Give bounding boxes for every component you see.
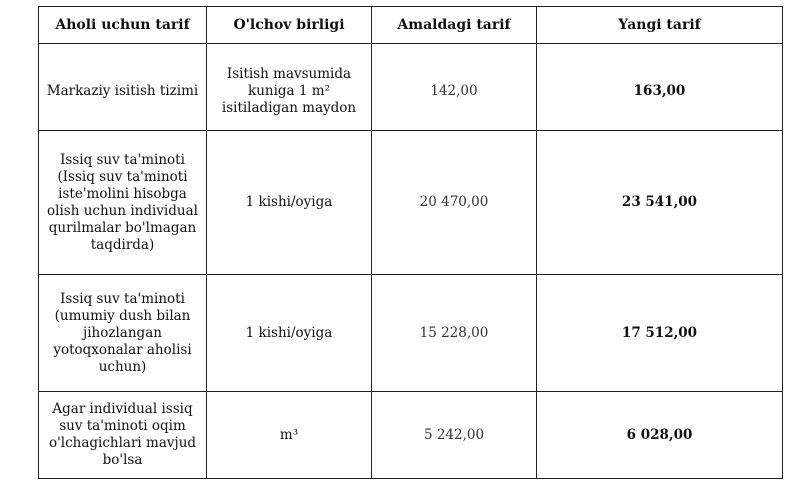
row-current-tariff: 142,00 <box>372 44 537 131</box>
header-population-tariff: Aholi uchun tarif <box>39 7 207 44</box>
table-row <box>39 275 783 392</box>
table-row <box>39 392 783 479</box>
header-current-tariff: Amaldagi tarif <box>372 7 537 44</box>
row-name: Markaziy isitish tizimi <box>39 44 207 131</box>
row-unit: Isitish mavsumida kuniga 1 m² isitiladigan maydon <box>207 44 372 131</box>
row-new-tariff: 163,00 <box>537 44 783 131</box>
table-header-row <box>39 7 783 44</box>
row-name: Agar individual issiq suv ta'minoti oqim o'lchagichlari mavjud bo'lsa <box>39 392 207 479</box>
header-new-tariff: Yangi tarif <box>537 7 783 44</box>
row-current-tariff: 15 228,00 <box>372 275 537 392</box>
row-new-tariff: 23 541,00 <box>537 131 783 275</box>
row-current-tariff: 5 242,00 <box>372 392 537 479</box>
row-new-tariff: 17 512,00 <box>537 275 783 392</box>
table-row <box>39 44 783 131</box>
table-row <box>39 131 783 275</box>
row-unit: 1 kishi/oyiga <box>207 275 372 392</box>
row-current-tariff: 20 470,00 <box>372 131 537 275</box>
row-unit: 1 kishi/oyiga <box>207 131 372 275</box>
row-unit: m³ <box>207 392 372 479</box>
row-new-tariff: 6 028,00 <box>537 392 783 479</box>
row-name: Issiq suv ta'minoti (umumiy dush bilan jihozlangan yotoqxonalar aholisi uchun) <box>39 275 207 392</box>
row-name: Issiq suv ta'minoti (Issiq suv ta'minoti iste'molini hisobga olish uchun individual qurilmalar bo'lmagan taqdirda) <box>39 131 207 275</box>
header-unit: O'lchov birligi <box>207 7 372 44</box>
tariff-table <box>38 6 783 479</box>
